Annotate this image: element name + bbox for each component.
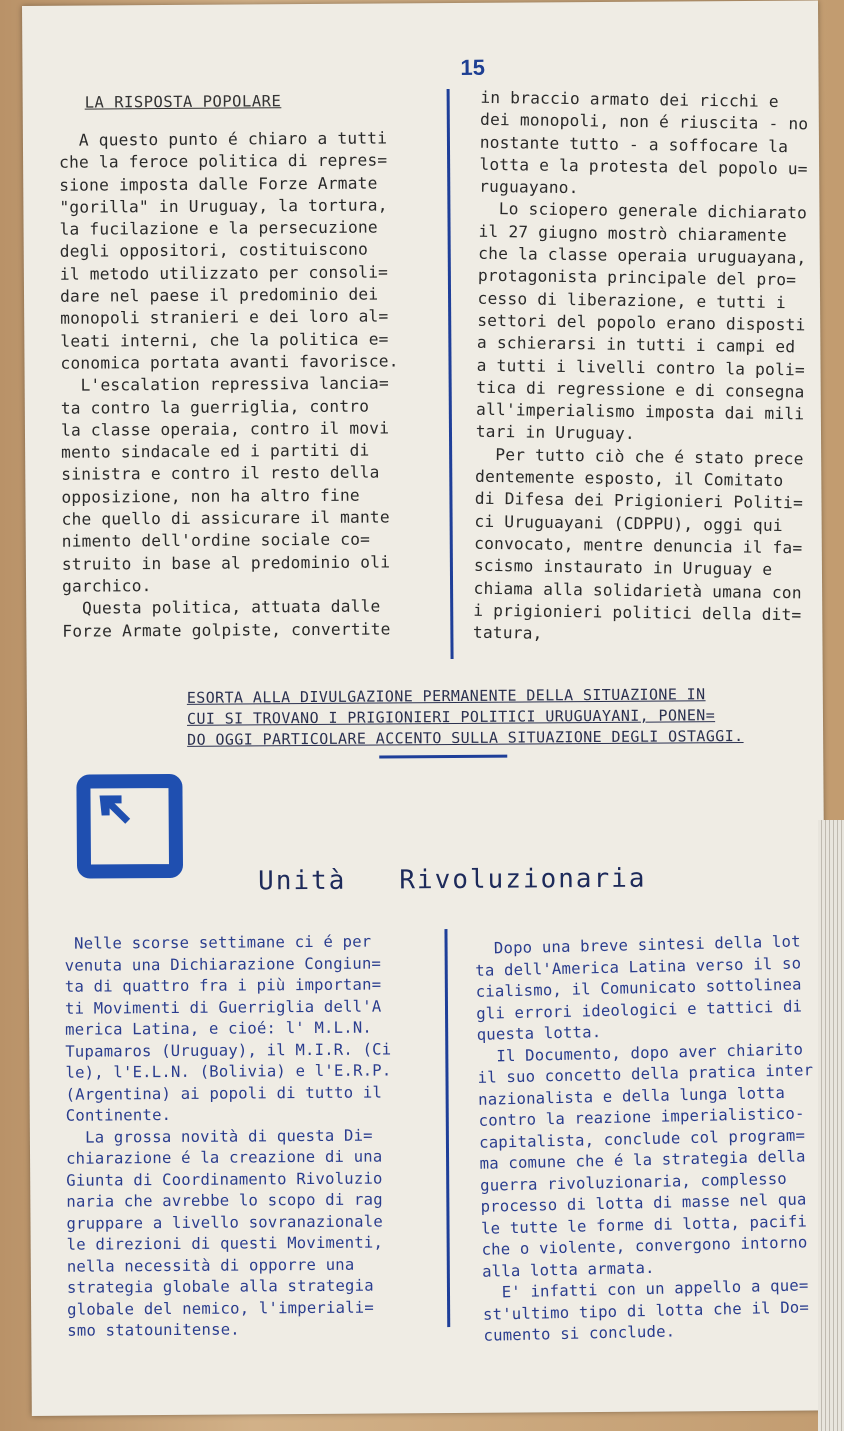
exhortation-text: ESORTA ALLA DIVULGAZIONE PERMANENTE DELLA SITUAZIONE IN CUI SI TROVANO I PRIGIONIERI POLITICI URUGUAYANI, PONEN= DO OGGI PARTICOLARE ACCENTO SULLA SITUAZIONE DEGLI OSTAGGI. bbox=[186, 685, 744, 749]
section2-left-column: Nelle scorse settimane ci é per venuta una Dichiarazione Congiun= ta di quattro fra i più importan= ti Movimenti di Guerriglia dell'A merica Latina, e cioé: l' M.L.N. Tupamaros (Uruguay), il M.I.R. (Ci le), l'E.L.N. (Bolivia) e l'E.R.P. (Argentina) ai popoli di tutto il Continente. La grossa novità di questa Di= chiarazione é la creazione di una Giunta di Coordinamento Rivoluzio naria che avrebbe lo scopo di rag gruppare a livello sovranazionale le direzioni di questi Movimenti, nella necessità di opporre una strategia globale alla strategia globale del nemico, l'imperiali= smo statounitense. bbox=[64, 932, 392, 1340]
horizontal-divider bbox=[379, 755, 507, 759]
page-number: 15 bbox=[460, 54, 486, 80]
column-divider-1 bbox=[447, 89, 454, 659]
document-page bbox=[22, 0, 828, 1416]
square-corner-arrow-icon bbox=[75, 773, 184, 880]
section-title-unita: Unità Rivoluzionaria bbox=[258, 863, 647, 897]
section2-right-column: Dopo una breve sintesi della lot ta dell'America Latina verso il so cialismo, il Comunicato sottolinea gli errori ideologici e tattici di questa lotta. Il Documento, dopo aver chiarito il suo concetto della pratica inter nazionalista e della lunga lotta contro la reazione imperialistico- capitalista, conclude col program= ma comune che é la strategia della guerra rivoluzionaria, complesso processo di lotta di masse nel qua le tutte le forme di lotta, pacifi che o violente, convergono intorno alla lotta armata. E' infatti con un appello a que= st'ultimo tipo di lotta che il Do= cumento si conclude. bbox=[474, 932, 814, 1345]
page-stack-edge bbox=[818, 820, 844, 1431]
section1-left-column: A questo punto é chiaro a tutti che la feroce politica di repres= sione imposta dalle Forze Armate "gorilla" in Uruguay, la tortura, la fucilazione e la persecuzione degli oppositori, costituiscono il metodo utilizzato per consoli= dare nel paese il predominio dei monopoli stranieri e dei loro al= leati interni, che la politica e= conomica portata avanti favorisce. L'escalation repressiva lancia= ta contro la guerriglia, contro la classe operaia, contro il movi mento sindacale ed i partiti di sinistra e contro il resto della opposizione, non ha altro fine che quello di assicurare il mante nimento dell'ordine sociale co= struito in base al predominio oli garchico. Questa politica, attuata dalle Forze Armate golpiste, convertite bbox=[58, 128, 399, 641]
section1-right-column: in braccio armato dei ricchi e dei monopoli, non é riuscita - no nostante tutto - a soffocare la lotta e la protesta del popolo u= ruguayano. Lo sciopero generale dichiarato il 27 giugno mostrò chiaramente che la classe operaia uruguayana, protagonista principale del pro= cesso di liberazione, e tutti i settori del popolo erano disposti a schierarsi in tutti i campi ed a tutti i livelli contro la poli= tica di regressione e di consegna all'imperialismo imposta dai mili tari in Uruguay. Per tutto ciò che é stato prece dentemente esposto, il Comitato di Difesa dei Prigionieri Politi= ci Uruguayani (CDPPU), oggi qui convocato, mentre denuncia il fa= scismo instaurato in Uruguay e chiama alla solidarietà umana con i prigionieri politici della dit= tatura, bbox=[472, 87, 809, 643]
column-divider-2 bbox=[444, 929, 450, 1327]
section-title-risposta: LA RISPOSTA POPOLARE bbox=[84, 92, 282, 112]
